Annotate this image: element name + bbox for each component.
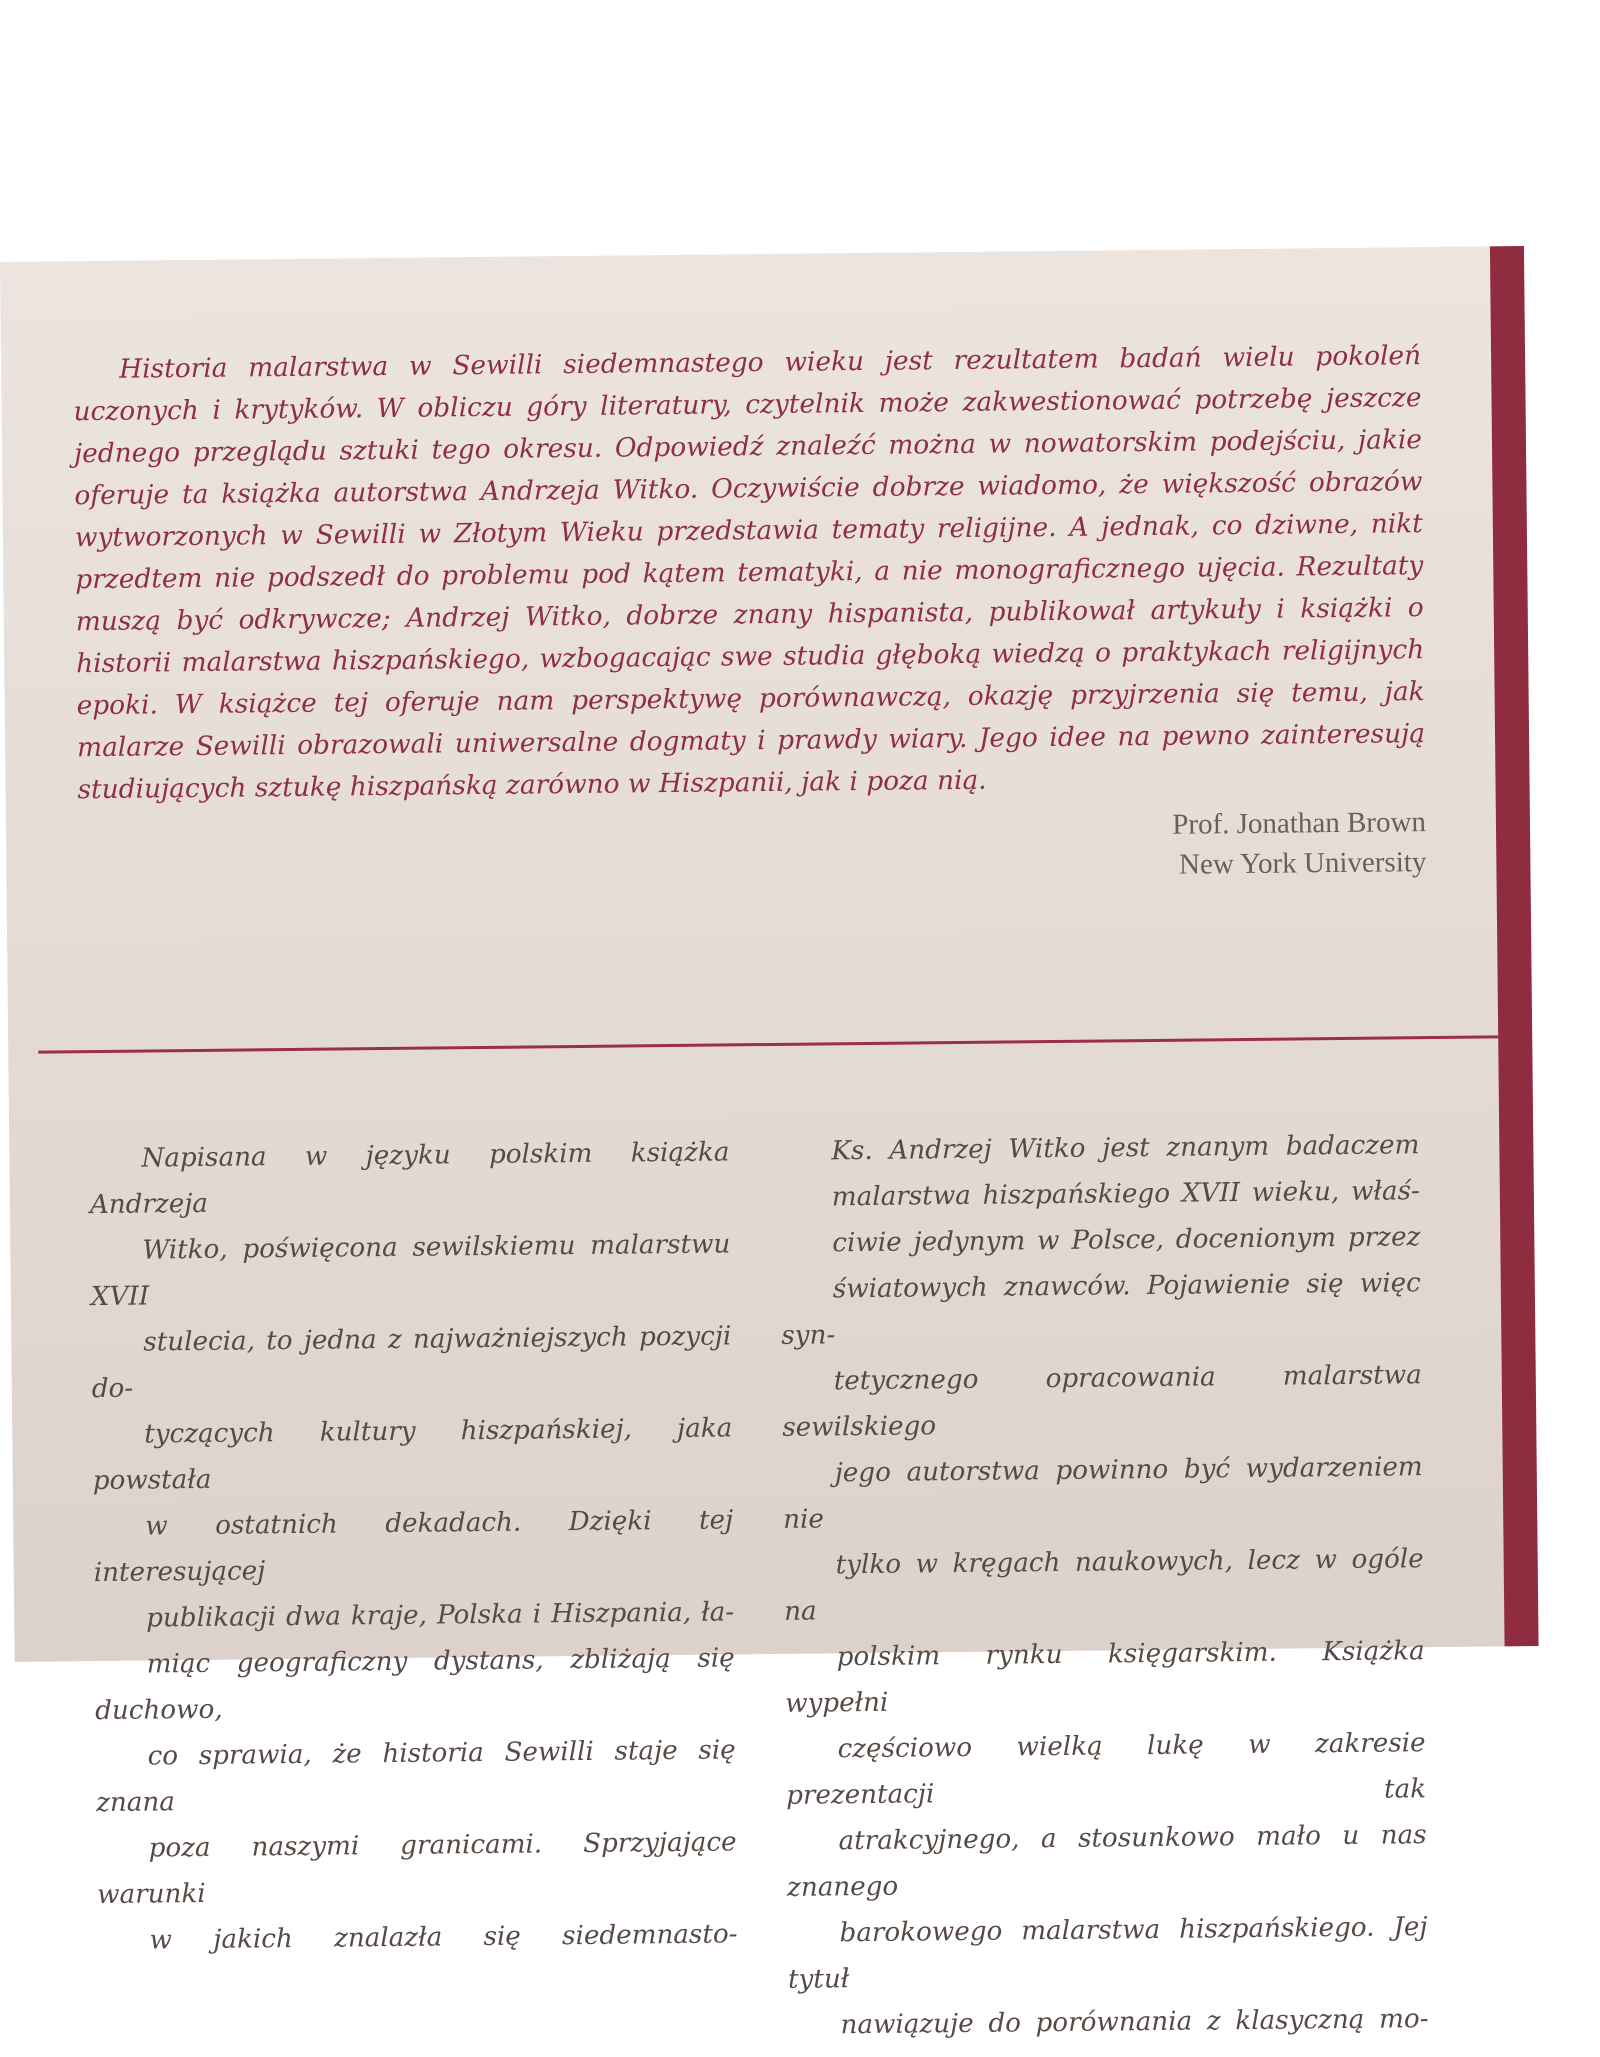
right-column-line: nawiązuje do porównania z klasyczną mo- [840, 2004, 1429, 2041]
right-column-line: malarstwa hiszpańskiego XVII wieku, właś- [831, 1176, 1420, 1213]
right-column-line: barokowego malarstwa hiszpańskiego. Jej tytuł [787, 1912, 1428, 1995]
right-column-line: tetycznego opracowania malarstwa sewilskiego [782, 1360, 1422, 1443]
right-column-line: częściowo wielką lukę w zakresie prezentacji tak [785, 1728, 1427, 1811]
right-column-line: światowych znawców. Pojawienie się więc syn- [781, 1268, 1421, 1351]
left-column-line: tyczących kultury hiszpańskiej, jaka powstała [92, 1413, 733, 1497]
section-divider-rule [38, 1035, 1498, 1053]
book-spine-edge [1490, 246, 1539, 1646]
left-column-line: Napisana w języku polskim książka Andrzeja [89, 1137, 730, 1221]
right-column-line: tylko w kręgach naukowych, lecz w ogóle na [784, 1544, 1424, 1627]
right-column-text [779, 1122, 1429, 2049]
left-column-line: poza naszymi granicami. Sprzyjające warunki [96, 1827, 737, 1911]
left-column-line: stulecia, to jedna z najważniejszych pozycji do- [91, 1321, 732, 1405]
right-column-line: ciwie jedynym w Polsce, docenionym przez [832, 1222, 1421, 1259]
right-column-line: atrakcyjnego, a stosunkowo mało u nas znanego [786, 1820, 1427, 1903]
right-column-line: polskim rynku księgarskim. Książka wypełni [784, 1636, 1425, 1719]
left-column-line: publikacji dwa kraje, Polska i Hiszpania, ła- [146, 1597, 735, 1634]
endorsement-author: Prof. Jonathan Brown [1172, 806, 1427, 841]
left-column-line: w ostatnich dekadach. Dzięki tej interesującej [93, 1505, 734, 1589]
endorsement-quote: Historia malarstwa w Sewilli siedemnastego wieku jest rezultatem badań wielu pokoleń uczonych i krytyków. W obliczu góry literatury, czytelnik może zakwestionować potrzebę jeszcze jednego przeglądu sztuki tego okresu. Odpowiedź znaleźć można w nowatorskim podejściu, jakie oferuje ta książka autorstwa Andrzeja Witko. Oczywiście dobrze wiadomo, że większość obrazów wytworzonych w Sewilli w Złotym Wieku przedstawia tematy religijne. A jednak, co dziwne, nikt przedtem nie podszedł do problemu pod kątem tematyki, a nie monograficznego ujęcia. Rezultaty muszą być odkrywcze; Andrzej Witko, dobrze znany hispanista, publikował artykuły i książki o historii malarstwa hiszpańskiego, wzbogacając swe studia głęboką wiedzą o praktykach religijnych epoki. W książce tej oferuje nam perspektywę porównawczą, okazję przyjrzenia się temu, jak malarze Sewilli obrazowali uniwersalne dogmaty i prawdy wiary. Jego idee na pewno zainteresują studiujących sztukę hiszpańską zarówno w Hiszpanii, jak i poza nią. [73, 340, 1426, 806]
left-column-line: w jakich znalazła się siedemnasto- [149, 1919, 738, 1956]
left-column-text [89, 1129, 738, 1964]
book-back-cover [0, 246, 1539, 2041]
right-column-line: jego autorstwa powinno być wydarzeniem nie [783, 1452, 1423, 1535]
right-column-line: Ks. Andrzej Witko jest znanym badaczem [831, 1130, 1420, 1167]
left-column-line: miąc geograficzny dystans, zbliżają się duchowo, [95, 1643, 735, 1727]
left-column-line: co sprawia, że historia Sewilli staje się znana [95, 1735, 736, 1819]
endorsement-signature [1006, 802, 1427, 886]
left-column-line: Witko, poświęcona sewilskiemu malarstwu XVII [90, 1229, 731, 1313]
endorsement-affiliation: New York University [1178, 846, 1427, 881]
